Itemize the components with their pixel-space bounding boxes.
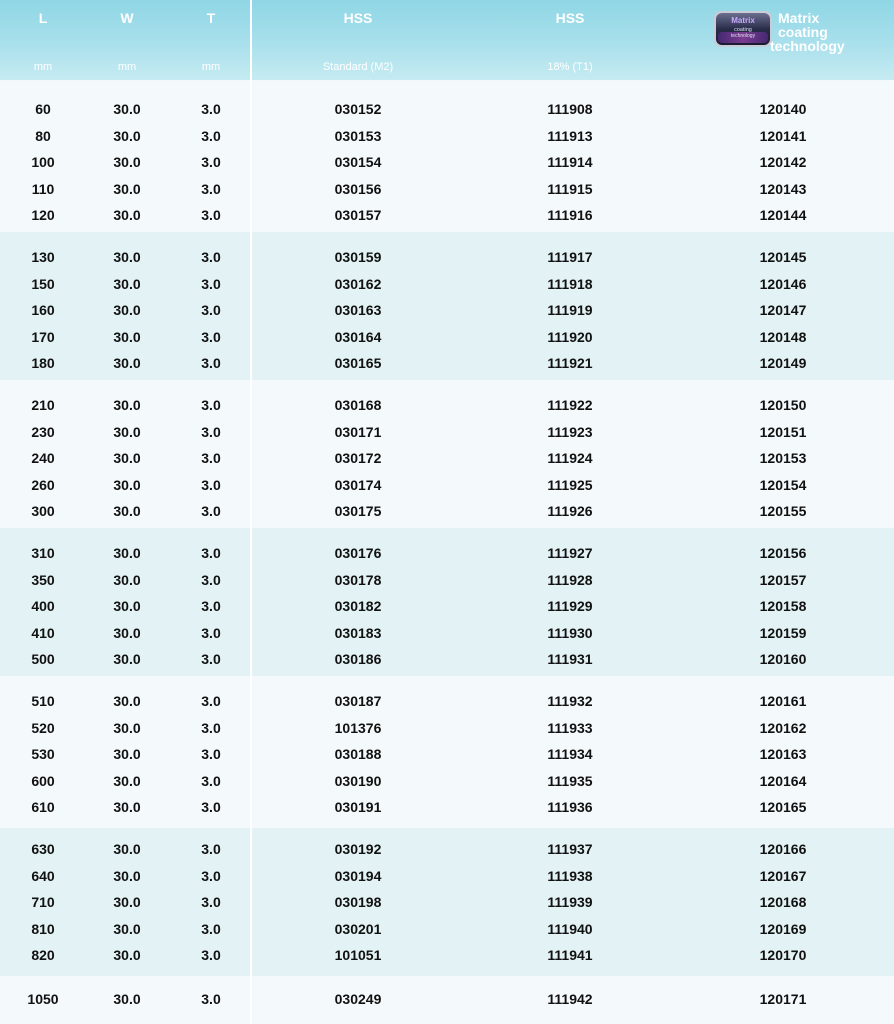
cell-length: 130	[31, 249, 55, 265]
cell-length: 100	[31, 154, 55, 170]
cell-thickness: 3.0	[201, 598, 221, 614]
cell-width: 30.0	[113, 894, 141, 910]
cell-width: 30.0	[113, 207, 141, 223]
cell-hss-18: 111919	[547, 302, 593, 318]
svg-text:technology: technology	[730, 33, 756, 39]
header-width: W	[120, 10, 134, 26]
cell-length: 610	[31, 799, 55, 815]
cell-width: 30.0	[113, 101, 141, 117]
cell-hss-standard: 030192	[334, 841, 382, 857]
table-row	[0, 297, 894, 323]
cell-hss-standard: 030175	[334, 503, 382, 519]
cell-hss-standard: 030163	[334, 302, 382, 318]
table-row	[0, 567, 894, 593]
cell-matrix: 120163	[759, 746, 807, 762]
cell-thickness: 3.0	[201, 746, 221, 762]
row-group	[0, 232, 894, 380]
row-group	[0, 976, 894, 1024]
cell-matrix: 120157	[759, 571, 807, 588]
cell-length: 300	[31, 503, 55, 519]
header-hss-standard: HSS	[343, 10, 373, 26]
cell-matrix: 120160	[759, 651, 807, 667]
cell-hss-18: 111921	[547, 355, 593, 371]
table-row	[0, 123, 894, 149]
cell-matrix: 120145	[759, 249, 807, 265]
table-row	[0, 472, 894, 498]
header-thickness: T	[206, 10, 216, 26]
cell-hss-18: 111934	[547, 746, 593, 762]
cell-matrix: 120171	[759, 991, 807, 1007]
cell-thickness: 3.0	[201, 476, 221, 493]
cell-width: 30.0	[113, 450, 141, 466]
cell-thickness: 3.0	[201, 249, 221, 265]
table-row	[0, 942, 894, 968]
table-row	[0, 741, 894, 767]
cell-hss-18: 111913	[547, 127, 593, 144]
row-group	[0, 380, 894, 528]
cell-matrix: 120149	[759, 355, 807, 371]
cell-length: 60	[35, 101, 51, 117]
cell-width: 30.0	[113, 920, 141, 937]
cell-width: 30.0	[113, 328, 141, 345]
cell-matrix: 120146	[759, 275, 807, 292]
table-row	[0, 324, 894, 350]
table-row	[0, 350, 894, 376]
cell-hss-18: 111929	[547, 598, 593, 614]
cell-hss-standard: 030165	[334, 355, 382, 371]
header-hss-18: HSS	[555, 10, 585, 26]
cell-matrix: 120165	[759, 799, 807, 815]
cell-width: 30.0	[113, 180, 141, 197]
cell-length: 120	[31, 207, 55, 223]
cell-thickness: 3.0	[201, 693, 221, 709]
matrix-logo-icon	[713, 10, 773, 48]
cell-hss-standard: 101376	[334, 719, 382, 736]
cell-thickness: 3.0	[201, 423, 221, 440]
cell-width: 30.0	[113, 127, 141, 144]
cell-thickness: 3.0	[201, 302, 221, 318]
header-hss-standard-sub: Standard (M2)	[322, 61, 394, 73]
table-header	[0, 0, 894, 80]
cell-width: 30.0	[113, 746, 141, 762]
cell-length: 150	[31, 275, 55, 292]
cell-hss-18: 111940	[547, 920, 593, 937]
cell-hss-standard: 030171	[334, 423, 382, 440]
table-row	[0, 768, 894, 794]
cell-hss-standard: 030249	[334, 991, 382, 1007]
svg-text:coating: coating	[734, 27, 752, 33]
table-row	[0, 889, 894, 915]
cell-width: 30.0	[113, 397, 141, 413]
cell-width: 30.0	[113, 545, 141, 561]
table-row	[0, 986, 894, 1012]
cell-hss-18: 111933	[547, 719, 593, 736]
cell-width: 30.0	[113, 651, 141, 667]
header-matrix-label	[770, 10, 845, 54]
table-row	[0, 419, 894, 445]
cell-matrix: 120151	[759, 423, 807, 440]
cell-hss-18: 111937	[547, 841, 593, 857]
cell-hss-18: 111939	[547, 894, 593, 910]
cell-matrix: 120158	[759, 598, 807, 614]
cell-width: 30.0	[113, 302, 141, 318]
cell-length: 170	[31, 328, 55, 345]
cell-hss-standard: 030191	[334, 799, 382, 815]
table-row	[0, 715, 894, 741]
cell-length: 520	[31, 719, 55, 736]
cell-length: 1050	[27, 991, 59, 1007]
header-divider	[250, 0, 252, 80]
cell-matrix: 120140	[759, 101, 807, 117]
cell-hss-18: 111936	[547, 799, 593, 815]
cell-matrix: 120168	[759, 894, 807, 910]
cell-width: 30.0	[113, 772, 141, 789]
cell-matrix: 120141	[759, 127, 807, 144]
cell-hss-18: 111926	[547, 503, 593, 519]
cell-hss-standard: 030152	[334, 101, 382, 117]
cell-hss-standard: 030182	[334, 598, 382, 614]
cell-matrix: 120167	[759, 867, 807, 884]
cell-width: 30.0	[113, 476, 141, 493]
header-thickness-unit: mm	[201, 61, 221, 73]
cell-hss-18: 111922	[547, 397, 593, 413]
cell-hss-standard: 030154	[334, 154, 382, 170]
cell-width: 30.0	[113, 693, 141, 709]
cell-hss-standard: 030187	[334, 693, 382, 709]
cell-hss-18: 111931	[547, 651, 593, 667]
cell-matrix: 120170	[759, 947, 807, 963]
cell-hss-18: 111923	[547, 423, 593, 440]
cell-hss-standard: 101051	[334, 947, 382, 963]
cell-hss-18: 111930	[547, 624, 593, 641]
cell-length: 500	[31, 651, 55, 667]
header-length-unit: mm	[33, 61, 53, 73]
cell-length: 240	[31, 450, 55, 466]
cell-thickness: 3.0	[201, 867, 221, 884]
cell-length: 110	[31, 180, 55, 197]
cell-length: 630	[31, 841, 55, 857]
cell-hss-standard: 030178	[334, 571, 382, 588]
cell-thickness: 3.0	[201, 355, 221, 371]
cell-hss-standard: 030168	[334, 397, 382, 413]
cell-thickness: 3.0	[201, 651, 221, 667]
cell-thickness: 3.0	[201, 127, 221, 144]
cell-width: 30.0	[113, 841, 141, 857]
cell-width: 30.0	[113, 423, 141, 440]
cell-thickness: 3.0	[201, 991, 221, 1007]
table-row	[0, 271, 894, 297]
cell-matrix: 120143	[759, 180, 807, 197]
cell-hss-standard: 030183	[334, 624, 382, 641]
cell-thickness: 3.0	[201, 624, 221, 641]
table-row	[0, 96, 894, 122]
cell-matrix: 120169	[759, 920, 807, 937]
cell-thickness: 3.0	[201, 503, 221, 519]
table-row	[0, 445, 894, 471]
cell-hss-18: 111914	[547, 154, 593, 170]
table-row	[0, 863, 894, 889]
table-row	[0, 916, 894, 942]
cell-thickness: 3.0	[201, 571, 221, 588]
cell-width: 30.0	[113, 275, 141, 292]
cell-hss-standard: 030159	[334, 249, 382, 265]
cell-width: 30.0	[113, 249, 141, 265]
matrix-label-line3: technology	[770, 38, 845, 54]
header-hss-18-sub: 18% (T1)	[547, 61, 593, 73]
cell-length: 80	[35, 127, 51, 144]
row-group	[0, 82, 894, 232]
cell-length: 210	[31, 397, 55, 413]
cell-thickness: 3.0	[201, 947, 221, 963]
cell-hss-18: 111920	[547, 328, 593, 345]
cell-length: 530	[31, 746, 55, 762]
table-row	[0, 620, 894, 646]
cell-hss-standard: 030153	[334, 127, 382, 144]
cell-thickness: 3.0	[201, 397, 221, 413]
cell-width: 30.0	[113, 355, 141, 371]
cell-matrix: 120147	[759, 302, 807, 318]
table-row	[0, 836, 894, 862]
cell-thickness: 3.0	[201, 719, 221, 736]
cell-length: 180	[31, 355, 55, 371]
cell-hss-18: 111941	[547, 947, 593, 963]
table-row	[0, 646, 894, 672]
header-length: L	[38, 10, 48, 26]
cell-hss-18: 111924	[547, 450, 593, 466]
cell-matrix: 120155	[759, 503, 807, 519]
svg-text:Matrix: Matrix	[731, 16, 755, 25]
cell-thickness: 3.0	[201, 894, 221, 910]
cell-hss-18: 111938	[547, 867, 593, 884]
cell-hss-standard: 030162	[334, 275, 382, 292]
header-width-unit: mm	[117, 61, 137, 73]
cell-hss-standard: 030186	[334, 651, 382, 667]
cell-hss-18: 111908	[547, 101, 593, 117]
cell-length: 640	[31, 867, 55, 884]
table-row	[0, 794, 894, 820]
cell-hss-18: 111928	[547, 571, 593, 588]
cell-hss-18: 111918	[547, 275, 593, 292]
cell-matrix: 120164	[759, 772, 807, 789]
cell-length: 600	[31, 772, 55, 789]
cell-matrix: 120154	[759, 476, 807, 493]
cell-thickness: 3.0	[201, 772, 221, 789]
cell-matrix: 120153	[759, 450, 807, 466]
cell-thickness: 3.0	[201, 841, 221, 857]
cell-thickness: 3.0	[201, 154, 221, 170]
cell-width: 30.0	[113, 867, 141, 884]
cell-hss-standard: 030174	[334, 476, 382, 493]
cell-matrix: 120159	[759, 624, 807, 641]
cell-hss-standard: 030190	[334, 772, 382, 789]
cell-thickness: 3.0	[201, 545, 221, 561]
cell-hss-standard: 030164	[334, 328, 382, 345]
cell-length: 710	[31, 894, 55, 910]
row-group	[0, 676, 894, 828]
cell-thickness: 3.0	[201, 450, 221, 466]
table-row	[0, 540, 894, 566]
table-row	[0, 593, 894, 619]
cell-length: 820	[31, 947, 55, 963]
cell-width: 30.0	[113, 799, 141, 815]
table-row	[0, 176, 894, 202]
cell-width: 30.0	[113, 598, 141, 614]
cell-hss-18: 111916	[547, 207, 593, 223]
cell-width: 30.0	[113, 571, 141, 588]
cell-thickness: 3.0	[201, 101, 221, 117]
cell-thickness: 3.0	[201, 207, 221, 223]
cell-hss-standard: 030201	[334, 920, 382, 937]
cell-matrix: 120161	[759, 693, 807, 709]
cell-hss-18: 111915	[547, 180, 593, 197]
cell-matrix: 120142	[759, 154, 807, 170]
cell-hss-18: 111935	[547, 772, 593, 789]
cell-length: 260	[31, 476, 55, 493]
matrix-label-line1: Matrix	[778, 10, 820, 26]
cell-hss-standard: 030157	[334, 207, 382, 223]
cell-thickness: 3.0	[201, 275, 221, 292]
cell-hss-standard: 030176	[334, 545, 382, 561]
cell-hss-standard: 030194	[334, 867, 382, 884]
cell-matrix: 120144	[759, 207, 807, 223]
body-divider	[250, 80, 252, 1024]
table-row	[0, 498, 894, 524]
cell-hss-standard: 030156	[334, 180, 382, 197]
table-row	[0, 202, 894, 228]
cell-matrix: 120148	[759, 328, 807, 345]
cell-matrix: 120166	[759, 841, 807, 857]
cell-width: 30.0	[113, 154, 141, 170]
cell-length: 350	[31, 571, 55, 588]
cell-length: 510	[31, 693, 55, 709]
cell-length: 230	[31, 423, 55, 440]
cell-matrix: 120162	[759, 719, 807, 736]
cell-length: 810	[31, 920, 55, 937]
cell-width: 30.0	[113, 991, 141, 1007]
cell-width: 30.0	[113, 503, 141, 519]
cell-length: 310	[31, 545, 55, 561]
table-row	[0, 149, 894, 175]
cell-matrix: 120150	[759, 397, 807, 413]
row-group	[0, 828, 894, 976]
cell-length: 400	[31, 598, 55, 614]
table-row	[0, 688, 894, 714]
cell-hss-18: 111917	[547, 249, 593, 265]
row-group	[0, 528, 894, 676]
cell-thickness: 3.0	[201, 328, 221, 345]
matrix-label-line2: coating	[778, 24, 828, 40]
cell-width: 30.0	[113, 947, 141, 963]
cell-hss-18: 111942	[547, 991, 593, 1007]
table-row	[0, 392, 894, 418]
cell-thickness: 3.0	[201, 180, 221, 197]
cell-width: 30.0	[113, 719, 141, 736]
cell-hss-standard: 030198	[334, 894, 382, 910]
cell-length: 410	[31, 624, 55, 641]
cell-hss-standard: 030172	[334, 450, 382, 466]
table-row	[0, 244, 894, 270]
cell-length: 160	[31, 302, 55, 318]
cell-thickness: 3.0	[201, 920, 221, 937]
cell-matrix: 120156	[759, 545, 807, 561]
cell-hss-18: 111927	[547, 545, 593, 561]
cell-hss-18: 111932	[547, 693, 593, 709]
cell-hss-18: 111925	[547, 476, 593, 493]
cell-thickness: 3.0	[201, 799, 221, 815]
cell-hss-standard: 030188	[334, 746, 382, 762]
cell-width: 30.0	[113, 624, 141, 641]
